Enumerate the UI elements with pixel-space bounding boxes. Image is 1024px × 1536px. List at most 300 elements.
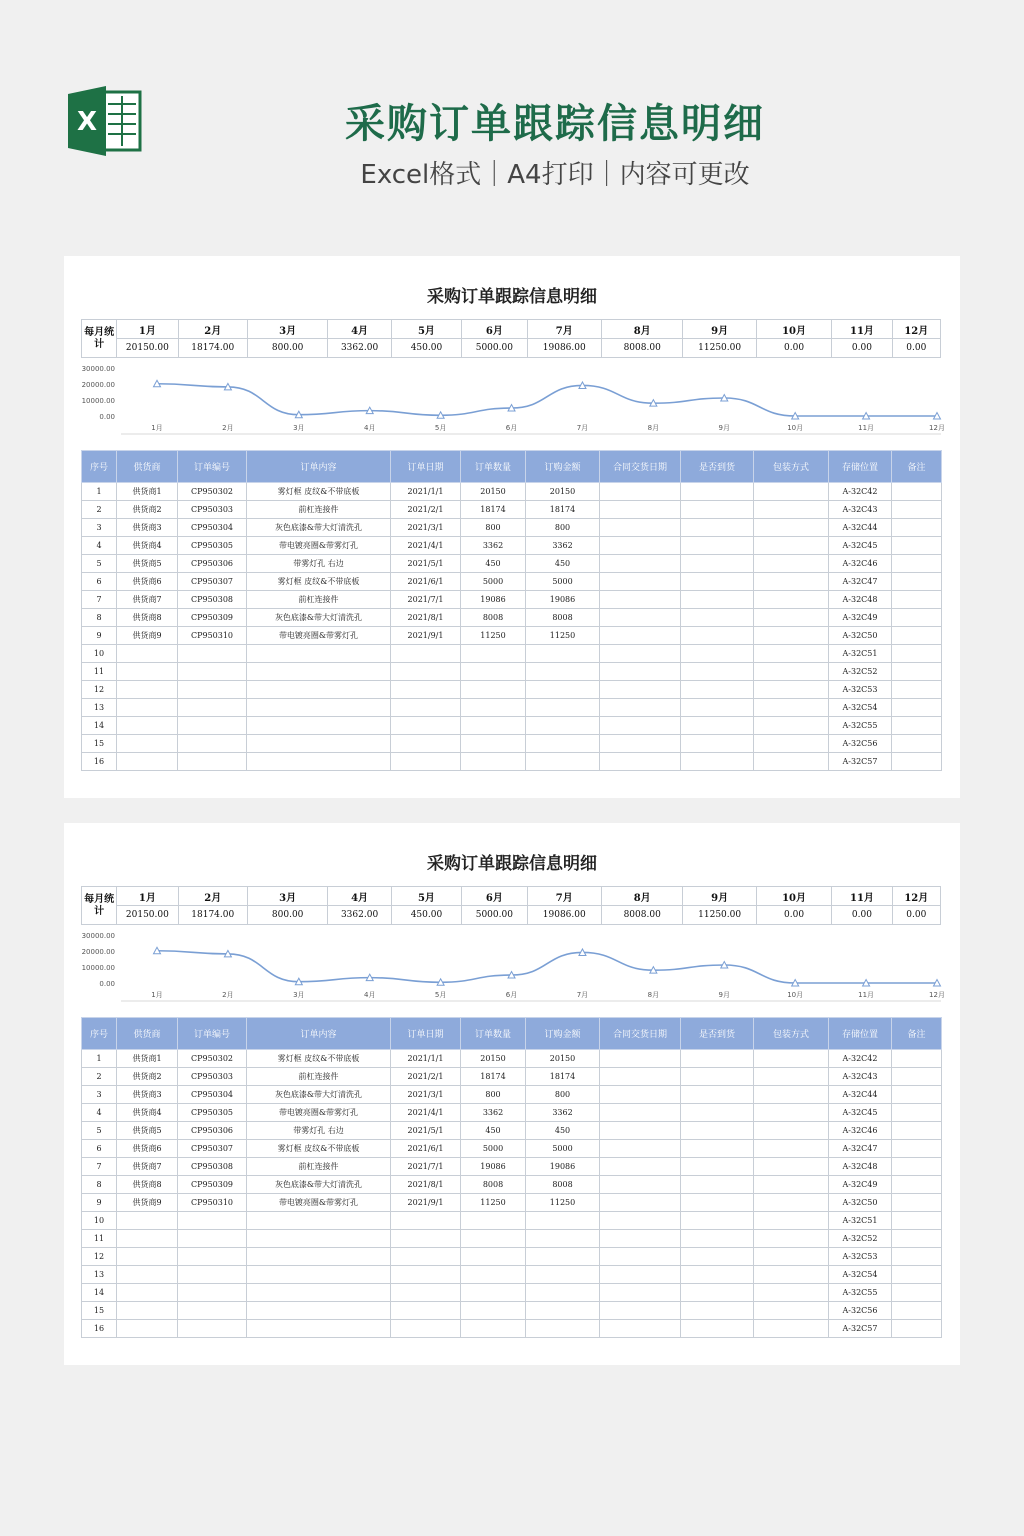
table-cell	[600, 591, 681, 609]
table-cell	[391, 645, 461, 663]
table-cell	[247, 735, 391, 753]
table-cell: 19086	[526, 1158, 600, 1176]
table-cell	[247, 753, 391, 771]
table-cell: 供货商1	[117, 1050, 178, 1068]
order-table	[81, 450, 942, 771]
table-cell	[526, 1212, 600, 1230]
table-cell: 灰色底漆&带大灯清洗孔	[247, 1176, 391, 1194]
month-label: 10月	[756, 887, 831, 906]
table-cell	[461, 699, 526, 717]
table-cell	[391, 1212, 461, 1230]
table-cell: 3362	[526, 537, 600, 555]
table-cell	[600, 1176, 681, 1194]
table-cell	[526, 699, 600, 717]
month-label: 3月	[247, 887, 327, 906]
table-cell	[247, 645, 391, 663]
table-cell: A-32C47	[829, 573, 892, 591]
table-cell: 前杠连接件	[247, 1068, 391, 1086]
table-cell	[117, 753, 178, 771]
table-cell	[892, 1194, 942, 1212]
table-cell: 6	[82, 573, 117, 591]
table-cell	[681, 1302, 754, 1320]
monthly-summary-table	[81, 319, 941, 358]
month-value: 0.00	[832, 339, 892, 358]
table-cell: 12	[82, 1248, 117, 1266]
table-cell: 20150	[526, 1050, 600, 1068]
table-row	[82, 501, 942, 519]
table-cell	[178, 1248, 247, 1266]
table-cell: CP950304	[178, 1086, 247, 1104]
table-cell	[600, 1086, 681, 1104]
table-cell	[117, 681, 178, 699]
y-tick-label: 30000.00	[81, 932, 115, 940]
table-cell: 2021/5/1	[391, 1122, 461, 1140]
table-cell	[178, 753, 247, 771]
table-cell: 7	[82, 591, 117, 609]
table-cell	[681, 555, 754, 573]
table-cell	[247, 1212, 391, 1230]
table-cell: 8	[82, 609, 117, 627]
x-tick-label: 1月	[151, 424, 163, 432]
table-cell: 10	[82, 1212, 117, 1230]
table-cell	[461, 663, 526, 681]
table-cell	[600, 1320, 681, 1338]
table-cell: A-32C52	[829, 663, 892, 681]
column-header: 合同交货日期	[600, 1018, 681, 1050]
monthly-label: 每月统计	[82, 887, 117, 925]
table-cell	[754, 591, 829, 609]
table-cell: 供货商5	[117, 1122, 178, 1140]
table-cell	[600, 1284, 681, 1302]
table-cell: 16	[82, 1320, 117, 1338]
table-cell: 雾灯框 皮纹&不带底板	[247, 1140, 391, 1158]
table-cell	[461, 1212, 526, 1230]
y-tick-label: 20000.00	[81, 948, 115, 956]
table-cell: 5000	[526, 573, 600, 591]
table-cell: CP950309	[178, 609, 247, 627]
table-cell	[892, 1176, 942, 1194]
table-cell	[754, 501, 829, 519]
table-cell	[117, 1320, 178, 1338]
table-cell	[754, 1284, 829, 1302]
column-header: 存储位置	[829, 451, 892, 483]
table-cell: 800	[526, 1086, 600, 1104]
month-value: 0.00	[756, 339, 831, 358]
table-cell: A-32C57	[829, 753, 892, 771]
table-cell: 12	[82, 681, 117, 699]
table-cell: CP950309	[178, 1176, 247, 1194]
table-cell: 供货商1	[117, 483, 178, 501]
table-cell: 5000	[461, 573, 526, 591]
table-cell	[600, 1248, 681, 1266]
table-cell: 450	[526, 1122, 600, 1140]
table-cell	[754, 1122, 829, 1140]
table-cell	[754, 609, 829, 627]
table-cell	[391, 1284, 461, 1302]
table-cell	[754, 555, 829, 573]
table-cell: 9	[82, 1194, 117, 1212]
table-cell: 8008	[461, 1176, 526, 1194]
table-cell	[681, 1230, 754, 1248]
table-cell: 2021/3/1	[391, 519, 461, 537]
sheet-preview	[64, 823, 960, 1365]
monthly-line-chart	[81, 925, 945, 1005]
table-cell: 供货商4	[117, 537, 178, 555]
x-tick-label: 8月	[647, 991, 660, 999]
table-row	[82, 1050, 942, 1068]
table-cell: 2021/8/1	[391, 609, 461, 627]
table-cell	[117, 1230, 178, 1248]
table-row	[82, 537, 942, 555]
column-header: 合同交货日期	[600, 451, 681, 483]
table-cell	[600, 1302, 681, 1320]
table-cell	[391, 1230, 461, 1248]
table-cell: 2021/7/1	[391, 1158, 461, 1176]
table-cell: 8008	[526, 609, 600, 627]
table-cell: 5000	[461, 1140, 526, 1158]
x-tick-label: 12月	[929, 424, 945, 432]
table-cell: 2021/9/1	[391, 627, 461, 645]
month-value: 0.00	[756, 906, 831, 925]
table-cell	[117, 699, 178, 717]
table-row	[82, 1248, 942, 1266]
table-cell	[247, 1266, 391, 1284]
table-cell: A-32C51	[829, 645, 892, 663]
table-cell	[526, 717, 600, 735]
table-cell: 3	[82, 1086, 117, 1104]
table-cell: 带雾灯孔 右边	[247, 1122, 391, 1140]
table-cell: A-32C42	[829, 483, 892, 501]
table-cell	[117, 663, 178, 681]
table-cell: A-32C54	[829, 699, 892, 717]
monthly-summary-table	[81, 886, 941, 925]
table-cell	[681, 609, 754, 627]
table-cell: 1	[82, 483, 117, 501]
table-cell: 供货商4	[117, 1104, 178, 1122]
table-cell	[461, 1230, 526, 1248]
month-value: 0.00	[892, 906, 940, 925]
table-cell	[600, 645, 681, 663]
table-cell	[892, 537, 942, 555]
table-cell: CP950303	[178, 1068, 247, 1086]
table-cell: 800	[526, 519, 600, 537]
table-cell: CP950305	[178, 1104, 247, 1122]
x-tick-label: 1月	[151, 991, 163, 999]
table-cell: 前杠连接件	[247, 591, 391, 609]
month-value: 5000.00	[462, 906, 527, 925]
table-row	[82, 627, 942, 645]
table-cell	[600, 1194, 681, 1212]
table-cell: A-32C52	[829, 1230, 892, 1248]
table-cell: 20150	[461, 1050, 526, 1068]
monthly-line-chart	[81, 358, 945, 438]
table-cell	[391, 1248, 461, 1266]
table-row	[82, 1086, 942, 1104]
month-value: 20150.00	[117, 339, 178, 358]
table-cell	[600, 1230, 681, 1248]
table-cell	[754, 1248, 829, 1266]
table-cell: A-32C45	[829, 1104, 892, 1122]
table-cell	[178, 663, 247, 681]
table-cell: A-32C45	[829, 537, 892, 555]
table-cell: 450	[461, 555, 526, 573]
month-label: 5月	[391, 887, 461, 906]
table-cell: 18174	[461, 1068, 526, 1086]
table-cell	[681, 501, 754, 519]
table-cell	[461, 753, 526, 771]
x-tick-label: 8月	[647, 424, 660, 432]
table-cell: 带电镀亮圈&带雾灯孔	[247, 1104, 391, 1122]
table-cell: 19086	[461, 591, 526, 609]
table-cell	[600, 1050, 681, 1068]
month-value: 0.00	[832, 906, 892, 925]
table-cell	[681, 1176, 754, 1194]
table-cell	[681, 1212, 754, 1230]
table-cell	[754, 717, 829, 735]
table-cell	[754, 753, 829, 771]
table-cell: 15	[82, 1302, 117, 1320]
x-tick-label: 4月	[363, 424, 376, 432]
table-cell	[892, 1266, 942, 1284]
page-subtitle: Excel格式｜A4打印｜内容可更改	[360, 160, 750, 190]
table-cell: A-32C53	[829, 1248, 892, 1266]
table-cell	[681, 735, 754, 753]
table-cell: 18174	[461, 501, 526, 519]
column-header: 订单数量	[461, 1018, 526, 1050]
table-cell	[892, 501, 942, 519]
y-tick-label: 20000.00	[81, 381, 115, 389]
table-cell	[681, 681, 754, 699]
table-cell	[600, 1104, 681, 1122]
table-cell: A-32C44	[829, 1086, 892, 1104]
table-row	[82, 1068, 942, 1086]
column-header: 订购金额	[526, 1018, 600, 1050]
table-cell	[754, 573, 829, 591]
table-cell	[600, 573, 681, 591]
table-cell	[681, 1104, 754, 1122]
table-cell	[681, 753, 754, 771]
column-header: 序号	[82, 1018, 117, 1050]
month-label: 4月	[328, 887, 391, 906]
table-cell	[892, 1230, 942, 1248]
table-cell: 450	[461, 1122, 526, 1140]
table-cell: A-32C44	[829, 519, 892, 537]
table-cell	[754, 537, 829, 555]
table-cell: CP950307	[178, 1140, 247, 1158]
table-cell	[754, 1302, 829, 1320]
x-tick-label: 11月	[858, 424, 875, 432]
table-cell: A-32C54	[829, 1266, 892, 1284]
table-row	[82, 645, 942, 663]
table-cell	[892, 627, 942, 645]
x-tick-label: 6月	[505, 424, 518, 432]
table-cell: 供货商5	[117, 555, 178, 573]
table-cell: 13	[82, 1266, 117, 1284]
table-cell: 5	[82, 1122, 117, 1140]
table-cell	[681, 1050, 754, 1068]
table-cell: A-32C56	[829, 735, 892, 753]
table-cell	[681, 645, 754, 663]
column-header: 订单日期	[391, 1018, 461, 1050]
table-cell: A-32C53	[829, 681, 892, 699]
table-cell	[754, 1320, 829, 1338]
column-header: 存储位置	[829, 1018, 892, 1050]
excel-logo-icon	[66, 86, 142, 156]
table-cell	[681, 1068, 754, 1086]
table-cell: A-32C50	[829, 627, 892, 645]
table-cell	[681, 573, 754, 591]
table-cell	[892, 735, 942, 753]
x-tick-label: 10月	[787, 991, 804, 999]
table-cell: 15	[82, 735, 117, 753]
x-tick-label: 3月	[293, 991, 305, 999]
table-cell	[892, 1284, 942, 1302]
column-header: 订单内容	[247, 451, 391, 483]
y-tick-label: 10000.00	[81, 397, 115, 405]
table-cell: 供货商9	[117, 1194, 178, 1212]
month-label: 2月	[178, 320, 247, 339]
month-value: 800.00	[247, 906, 327, 925]
table-cell: A-32C57	[829, 1320, 892, 1338]
table-row	[82, 681, 942, 699]
table-cell: 2021/1/1	[391, 1050, 461, 1068]
table-cell: 2021/1/1	[391, 483, 461, 501]
sheet-preview	[64, 256, 960, 798]
table-cell	[178, 1230, 247, 1248]
table-cell: 雾灯框 皮纹&不带底板	[247, 1050, 391, 1068]
table-cell	[117, 1284, 178, 1302]
month-value: 0.00	[892, 339, 940, 358]
column-header: 序号	[82, 451, 117, 483]
table-cell: A-32C56	[829, 1302, 892, 1320]
table-cell: CP950306	[178, 1122, 247, 1140]
table-row	[82, 483, 942, 501]
x-tick-label: 5月	[434, 424, 447, 432]
month-value: 3362.00	[328, 906, 391, 925]
month-label: 3月	[247, 320, 327, 339]
month-value: 18174.00	[178, 906, 247, 925]
table-cell: CP950308	[178, 1158, 247, 1176]
table-cell: 前杠连接件	[247, 1158, 391, 1176]
table-cell: 11250	[461, 1194, 526, 1212]
table-cell: 14	[82, 717, 117, 735]
table-cell	[600, 1068, 681, 1086]
month-label: 7月	[527, 320, 601, 339]
table-cell: 2021/4/1	[391, 1104, 461, 1122]
table-cell	[754, 699, 829, 717]
table-cell: 雾灯框 皮纹&不带底板	[247, 483, 391, 501]
table-cell	[526, 1230, 600, 1248]
table-cell: 7	[82, 1158, 117, 1176]
page-title: 采购订单跟踪信息明细	[345, 101, 765, 147]
table-cell	[247, 1248, 391, 1266]
table-cell	[892, 591, 942, 609]
table-cell: 3362	[526, 1104, 600, 1122]
table-cell: 14	[82, 1284, 117, 1302]
table-cell	[681, 483, 754, 501]
table-cell	[391, 699, 461, 717]
table-cell	[892, 717, 942, 735]
table-cell: A-32C49	[829, 609, 892, 627]
table-cell: 4	[82, 1104, 117, 1122]
month-label: 9月	[683, 320, 756, 339]
table-cell	[117, 1266, 178, 1284]
month-value: 8008.00	[601, 906, 682, 925]
table-cell	[391, 735, 461, 753]
table-cell: A-32C55	[829, 1284, 892, 1302]
month-label: 6月	[462, 887, 527, 906]
table-cell: 灰色底漆&带大灯清洗孔	[247, 1086, 391, 1104]
table-row	[82, 753, 942, 771]
table-cell	[892, 573, 942, 591]
table-cell	[461, 681, 526, 699]
x-tick-label: 3月	[293, 424, 305, 432]
table-cell	[754, 645, 829, 663]
table-cell	[681, 519, 754, 537]
table-row	[82, 573, 942, 591]
table-cell	[526, 753, 600, 771]
table-cell	[391, 717, 461, 735]
table-cell	[600, 663, 681, 681]
table-cell	[892, 519, 942, 537]
table-cell	[117, 645, 178, 663]
x-tick-label: 4月	[363, 991, 376, 999]
month-label: 8月	[601, 887, 682, 906]
month-label: 11月	[832, 320, 892, 339]
table-cell: A-32C49	[829, 1176, 892, 1194]
logo-letter: X	[76, 107, 98, 137]
table-cell	[600, 735, 681, 753]
table-cell	[681, 1122, 754, 1140]
table-cell: 2021/9/1	[391, 1194, 461, 1212]
table-cell: 9	[82, 627, 117, 645]
table-cell	[247, 1230, 391, 1248]
x-tick-label: 9月	[718, 991, 731, 999]
month-value: 5000.00	[462, 339, 527, 358]
table-cell: 2	[82, 501, 117, 519]
table-cell	[754, 483, 829, 501]
table-cell	[178, 1284, 247, 1302]
table-cell	[892, 645, 942, 663]
table-cell	[600, 627, 681, 645]
column-header: 订单编号	[178, 1018, 247, 1050]
monthly-label: 每月统计	[82, 320, 117, 358]
month-value: 11250.00	[683, 906, 756, 925]
table-cell	[681, 1140, 754, 1158]
table-cell	[178, 1212, 247, 1230]
y-tick-label: 0.00	[99, 413, 115, 421]
order-table	[81, 1017, 942, 1338]
table-cell: CP950305	[178, 537, 247, 555]
month-value: 800.00	[247, 339, 327, 358]
table-cell	[892, 555, 942, 573]
column-header: 供货商	[117, 1018, 178, 1050]
table-cell: CP950304	[178, 519, 247, 537]
month-label: 12月	[892, 320, 940, 339]
table-cell: 3362	[461, 1104, 526, 1122]
table-row	[82, 1158, 942, 1176]
month-label: 9月	[683, 887, 756, 906]
table-cell	[526, 1320, 600, 1338]
x-tick-label: 11月	[858, 991, 875, 999]
month-label: 2月	[178, 887, 247, 906]
table-cell	[600, 555, 681, 573]
table-cell	[681, 717, 754, 735]
table-cell	[247, 1302, 391, 1320]
table-cell	[892, 699, 942, 717]
table-cell: 19086	[461, 1158, 526, 1176]
table-cell	[892, 1140, 942, 1158]
